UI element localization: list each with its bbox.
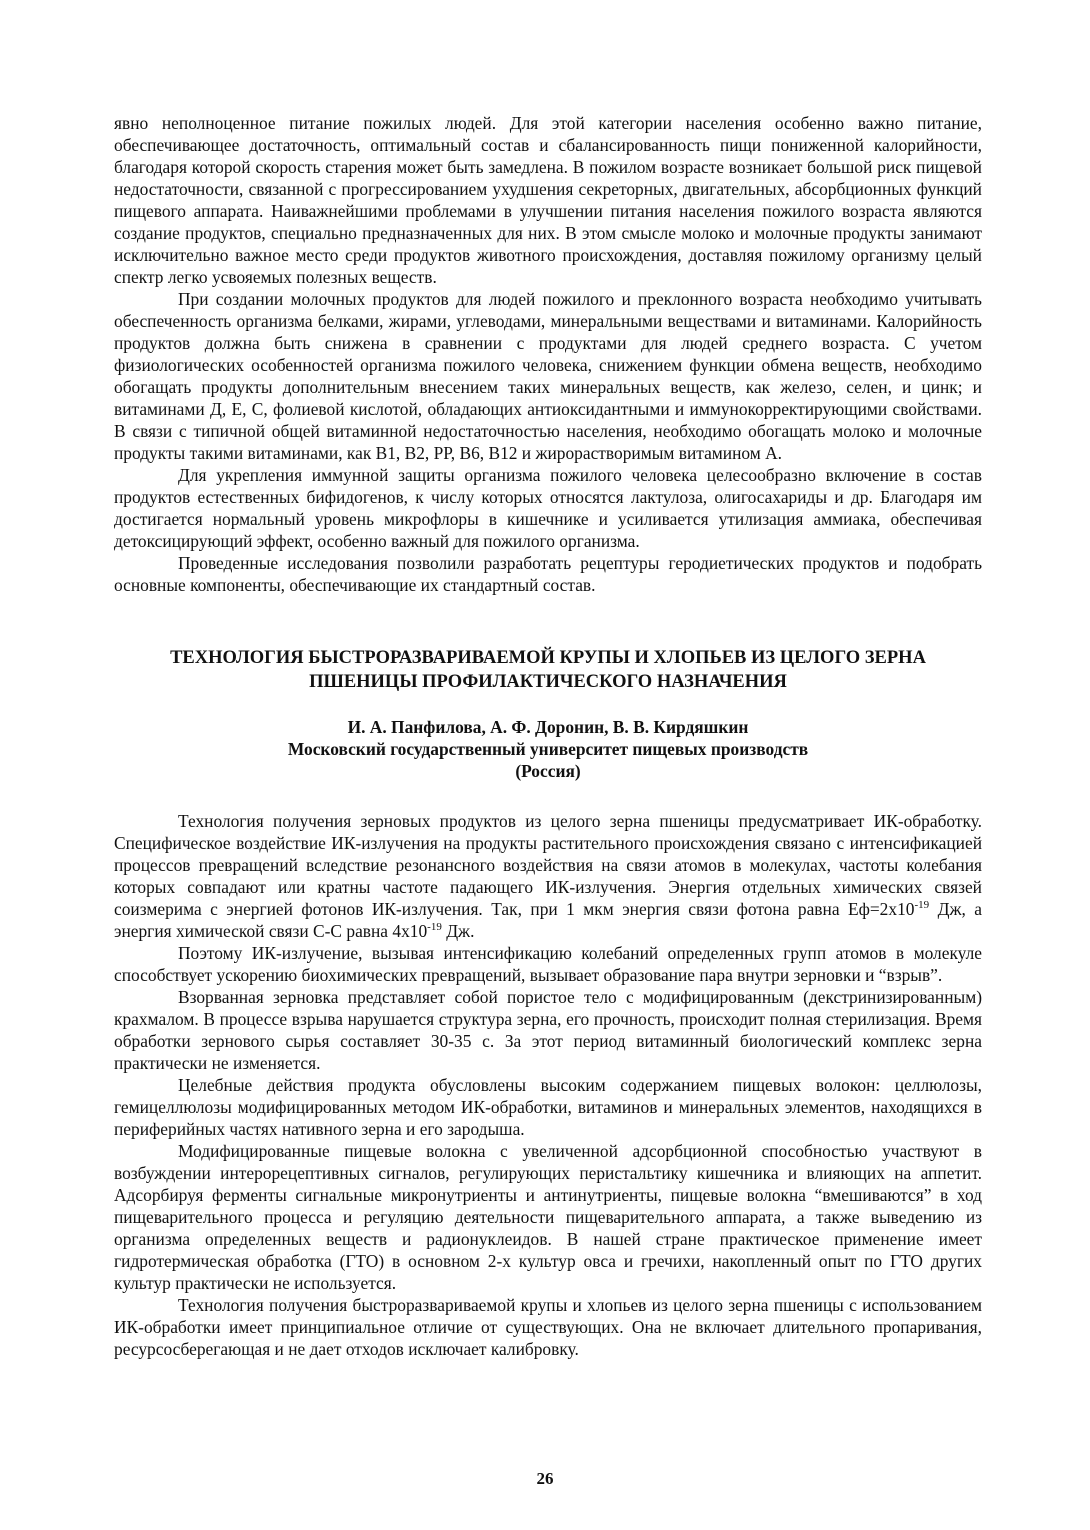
article-paragraph-6: Технология получения быстроразвариваемой крупы и хлопьев из целого зерна пшеницы с использованием ИК-обработки имеет принципиальное отличие от существующих. Она не включает длительного пропаривания, ресурсосберегающая и не дает отходов исключает калибровку. (114, 1295, 982, 1359)
page-body (114, 112, 982, 1360)
intro-paragraph-1: явно неполноценное питание пожилых людей. Для этой категории населения особенно важно питание, обеспечивающее достаточность, оптимальный состав и сбалансированность пищи пониженной калорийности, благодаря которой скорость старения может быть замедлена. В пожилом возрасте возникает большой риск пищевой недостаточности, связанной с прогрессированием ухудшения секреторных, двигательных, абсорбционных функций пищевого аппарата. Наиважнейшими проблемами в улучшении питания населения пожилого возраста являются создание продуктов, специально предназначенных для них. В этом смысле молоко и молочные продукты занимают исключительно важное место среди продуктов животного происхождения, доставляя пожилому организму целый спектр легко усвояемых полезных веществ. (114, 113, 982, 287)
article-paragraph-1 (114, 810, 982, 942)
intro-paragraph-3: Для укрепления иммунной защиты организма пожилого человека целесообразно включение в состав продуктов естественных бифидогенов, к числу которых относятся лактулоза, олигосахариды и др. Благодаря им достигается нормальный уровень микрофлоры в кишечнике и усиливается утилизация аммиака, обеспечивая детоксицирующий эффект, особенно важный для пожилого организма. (114, 465, 982, 551)
article-title: ТЕХНОЛОГИЯ БЫСТРОРАЗВАРИВАЕМОЙ КРУПЫ И ХЛОПЬЕВ ИЗ ЦЕЛОГО ЗЕРНА ПШЕНИЦЫ ПРОФИЛАКТИЧЕСКОГО НАЗНАЧЕНИЯ (170, 648, 926, 692)
article-affiliation: Московский государственный университет пищевых производств (287, 739, 809, 759)
article-paragraph-3: Взорванная зерновка представляет собой пористое тело с модифицированным (декстринизированным) крахмалом. В процессе взрыва нарушается структура зерна, его прочность, происходит полная стерилизация. Время обработки зернового сырья составляет 30-35 с. За этот период витаминный биологический комплекс зерна практически не изменяется. (114, 987, 982, 1073)
article-paragraph-1-end: Дж. (441, 921, 475, 941)
article-body (114, 810, 982, 1360)
exponent-1: -19 (914, 899, 930, 912)
exponent-2: -19 (427, 921, 442, 934)
article-country: (Россия) (515, 761, 581, 781)
article-paragraph-2: Поэтому ИК-излучение, вызывая интенсификацию колебаний определенных групп атомов в молекуле способствует ускорению биохимических превращений, вызывает образование пара внутри зерновки и “взрыв”. (114, 943, 982, 985)
article-paragraph-5: Модифицированные пищевые волокна с увеличенной адсорбционной способностью участвуют в возбуждении интерорецептивных сигналов, регулирующих перистальтику кишечника и влияющих на аппетит. Адсорбируя ферменты сигнальные микронутриенты и антинутриенты, пищевые волокна “вмешиваются” в ход пищеварительного процесса и регуляцию деятельности пищеварительного аппарата, а также выведению из организма определенных веществ и радионуклеидов. В нашей стране практическое применение имеет гидротермическая обработка (ГТО) в основном 2-х культур овса и гречихи, накопленный опыт по ГТО других культур практически не используется. (114, 1141, 982, 1293)
article-paragraph-4: Целебные действия продукта обусловлены высоким содержанием пищевых волокон: целлюлозы, гемицеллюлозы модифицированных методом ИК-обработки, витаминов и минеральных элементов, находящихся в периферийных частях нативного зерна и его зародыша. (114, 1075, 982, 1139)
intro-paragraph-2: При создании молочных продуктов для людей пожилого и преклонного возраста необходимо учитывать обеспеченность организма белками, жирами, углеводами, минеральными веществами и витаминами. Калорийность продуктов должна быть снижена в сравнении с продуктами для людей среднего возраста. С учетом физиологических особенностей организма пожилого человека, снижением функции обмена веществ, необходимо обогащать продукты дополнительным внесением таких минеральных веществ, как железо, селен, и цинк; и витаминами Д, Е, С, фолиевой кислотой, обладающих антиоксидантными и иммунокорректирующими свойствами. В связи с типичной общей витаминной недостаточностью населения, необходимо обогащать молоко и молочные продукты такими витаминами, как В1, В2, РР, В6, В12 и жирорастворимым витамином А. (114, 289, 982, 463)
article-paragraph-1-text: Технология получения зерновых продуктов из целого зерна пшеницы предусматривает ИК-обработку. Специфическое воздействие ИК-излучения на продукты растительного происхождения связано с интенсификацией процессов превращений вследствие резонансного воздействия на связи атомов в молекулах, частоты колебания которых совпадают или кратны частоте падающего ИК-излучения. Энергия отдельных химических связей соизмерима с энергией фотонов ИК-излучения. Так, при 1 мкм энергия связи фотона равна Еф=2х10 (114, 811, 982, 919)
intro-paragraph-4: Проведенные исследования позволили разработать рецептуры геродиетических продуктов и подобрать основные компоненты, обеспечивающие их стандартный состав. (114, 553, 982, 595)
article-paragraph-1-mid: Дж, а энергия химической связи С-С равна 4х10 (114, 899, 982, 941)
page-number: 26 (536, 1469, 554, 1488)
article-byline (114, 716, 982, 782)
article-authors: И. А. Панфилова, А. Ф. Доронин, В. В. Кирдяшкин (347, 717, 749, 737)
